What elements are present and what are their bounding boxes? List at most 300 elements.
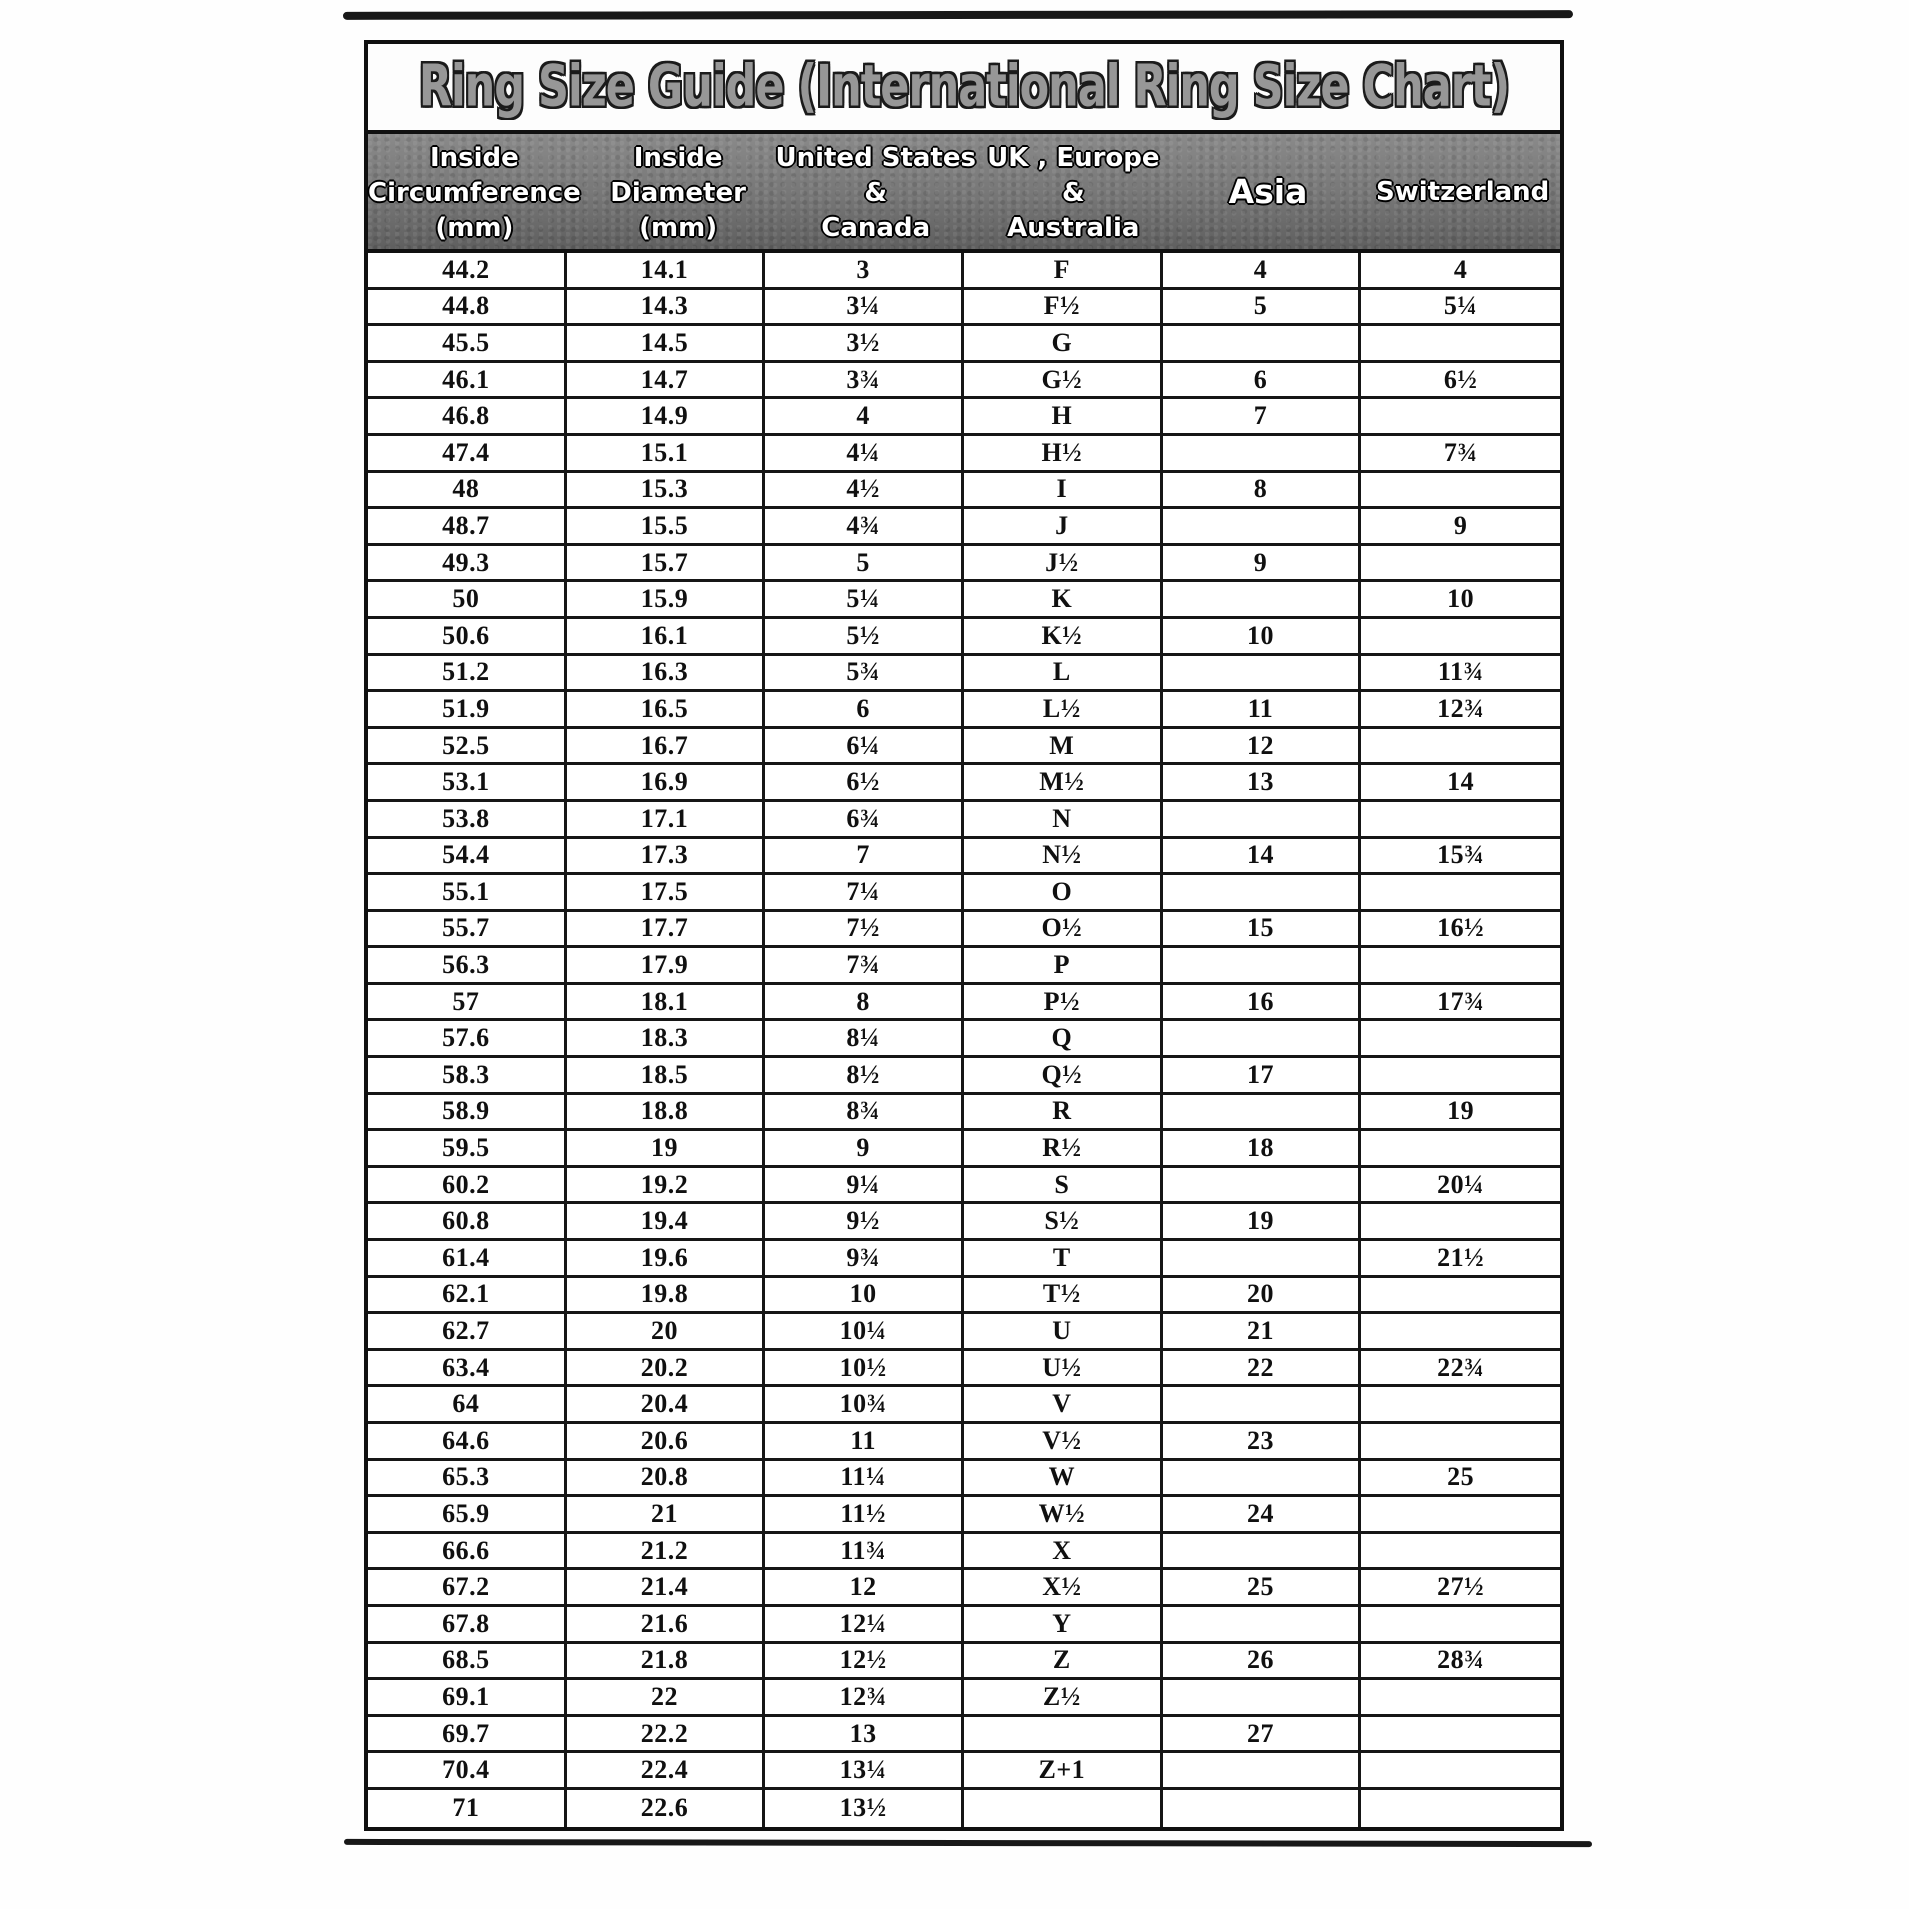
cell-inside-circumference: 44.8 (368, 290, 567, 324)
cell-inside-diameter: 17.3 (567, 839, 766, 873)
table-row (368, 1058, 1560, 1095)
cell-us-canada: 10 (765, 1278, 964, 1312)
cell-us-canada: 12¾ (765, 1680, 964, 1714)
title-band (368, 44, 1560, 134)
cell-us-canada: 4¾ (765, 509, 964, 543)
cell-inside-diameter: 18.3 (567, 1021, 766, 1055)
cell-asia (1163, 1461, 1362, 1495)
cell-asia (1163, 582, 1362, 616)
cell-switzerland: 17¾ (1437, 986, 1485, 1016)
cell-asia (1163, 875, 1362, 909)
cell-asia (1163, 1680, 1362, 1714)
cell-asia (1163, 436, 1362, 470)
cell-inside-diameter: 17.5 (567, 875, 766, 909)
cell-inside-diameter: 14.5 (567, 326, 766, 360)
cell-asia: 23 (1163, 1424, 1362, 1458)
cell-inside-diameter: 22.4 (567, 1753, 766, 1787)
table-row (368, 985, 1560, 1022)
cell-asia: 16 (1163, 985, 1362, 1019)
cell-inside-circumference: 67.2 (368, 1570, 567, 1604)
cell-asia: 7 (1163, 399, 1362, 433)
cell-inside-circumference: 55.7 (368, 912, 567, 946)
cell-inside-circumference: 52.5 (368, 729, 567, 763)
cell-switzerland (1361, 729, 1560, 763)
cell-uk-europe-australia: L (964, 656, 1163, 690)
cell-switzerland: 7¾ (1443, 437, 1478, 467)
bottom-divider-line (344, 1839, 1592, 1847)
cell-switzerland (1361, 326, 1560, 360)
column-header-uk-europe-australia: UK , Europe & Australia (987, 143, 1160, 243)
table-row (368, 509, 1560, 546)
table-row (368, 1168, 1560, 1205)
cell-uk-europe-australia: O (964, 875, 1163, 909)
cell-uk-europe-australia: Q (964, 1021, 1163, 1055)
cell-uk-europe-australia: S (964, 1168, 1163, 1202)
cell-switzerland (1361, 399, 1560, 433)
cell-uk-europe-australia: T (964, 1241, 1163, 1275)
cell-inside-circumference: 58.9 (368, 1095, 567, 1129)
cell-us-canada: 12 (765, 1570, 964, 1604)
cell-uk-europe-australia: W½ (964, 1497, 1163, 1531)
column-header-asia: Asia (1228, 171, 1308, 211)
cell-asia: 15 (1163, 912, 1362, 946)
cell-us-canada: 9 (765, 1131, 964, 1165)
cell-inside-diameter: 21.8 (567, 1644, 766, 1678)
cell-inside-circumference: 57 (368, 985, 567, 1019)
table-row (368, 399, 1560, 436)
cell-uk-europe-australia: J (964, 509, 1163, 543)
cell-us-canada: 10½ (765, 1351, 964, 1385)
cell-asia: 12 (1163, 729, 1362, 763)
cell-switzerland (1361, 1204, 1560, 1238)
cell-asia (1163, 1753, 1362, 1787)
table-row (368, 1717, 1560, 1754)
cell-inside-circumference: 55.1 (368, 875, 567, 909)
cell-us-canada: 13 (765, 1717, 964, 1751)
cell-us-canada: 3¼ (765, 290, 964, 324)
cell-us-canada: 11 (765, 1424, 964, 1458)
cell-inside-diameter: 19 (567, 1131, 766, 1165)
cell-asia (1163, 1021, 1362, 1055)
cell-inside-circumference: 44.2 (368, 253, 567, 287)
top-divider-line (343, 10, 1573, 20)
cell-inside-diameter: 21.2 (567, 1534, 766, 1568)
cell-inside-circumference: 68.5 (368, 1644, 567, 1678)
cell-inside-circumference: 46.8 (368, 399, 567, 433)
cell-inside-circumference: 54.4 (368, 839, 567, 873)
cell-us-canada: 5½ (765, 619, 964, 653)
table-row (368, 1497, 1560, 1534)
table-row (368, 802, 1560, 839)
table-row (368, 1534, 1560, 1571)
cell-inside-diameter: 16.5 (567, 692, 766, 726)
cell-us-canada: 8 (765, 985, 964, 1019)
cell-us-canada: 8½ (765, 1058, 964, 1092)
cell-inside-circumference: 67.8 (368, 1607, 567, 1641)
table-row (368, 619, 1560, 656)
table-row (368, 1387, 1560, 1424)
cell-us-canada: 12½ (765, 1644, 964, 1678)
cell-asia: 5 (1163, 290, 1362, 324)
cell-asia (1163, 326, 1362, 360)
cell-asia (1163, 802, 1362, 836)
cell-asia: 18 (1163, 1131, 1362, 1165)
cell-inside-diameter: 22.6 (567, 1790, 766, 1827)
cell-inside-circumference: 62.7 (368, 1314, 567, 1348)
cell-uk-europe-australia: K½ (964, 619, 1163, 653)
cell-inside-diameter: 17.7 (567, 912, 766, 946)
cell-switzerland (1361, 948, 1560, 982)
cell-us-canada: 3½ (765, 326, 964, 360)
cell-inside-circumference: 60.2 (368, 1168, 567, 1202)
cell-inside-circumference: 48.7 (368, 509, 567, 543)
cell-switzerland: 16½ (1437, 913, 1485, 943)
table-row (368, 765, 1560, 802)
cell-inside-diameter: 20 (567, 1314, 766, 1348)
cell-inside-circumference: 58.3 (368, 1058, 567, 1092)
table-row (368, 656, 1560, 693)
cell-inside-diameter: 19.2 (567, 1168, 766, 1202)
cell-us-canada: 9¼ (765, 1168, 964, 1202)
cell-asia (1163, 1790, 1362, 1827)
cell-asia: 13 (1163, 765, 1362, 799)
cell-asia (1163, 1387, 1362, 1421)
cell-inside-diameter: 14.1 (567, 253, 766, 287)
cell-uk-europe-australia: M (964, 729, 1163, 763)
cell-us-canada: 13¼ (765, 1753, 964, 1787)
cell-inside-circumference: 59.5 (368, 1131, 567, 1165)
cell-inside-diameter: 21.4 (567, 1570, 766, 1604)
cell-switzerland (1361, 619, 1560, 653)
cell-uk-europe-australia: H (964, 399, 1163, 433)
cell-uk-europe-australia: R (964, 1095, 1163, 1129)
table-row (368, 1314, 1560, 1351)
cell-inside-diameter: 22.2 (567, 1717, 766, 1751)
table-row (368, 948, 1560, 985)
table-row (368, 1095, 1560, 1132)
cell-inside-circumference: 65.9 (368, 1497, 567, 1531)
cell-uk-europe-australia: Z½ (964, 1680, 1163, 1714)
cell-uk-europe-australia: V (964, 1387, 1163, 1421)
table-row (368, 912, 1560, 949)
cell-us-canada: 10¾ (765, 1387, 964, 1421)
cell-inside-diameter: 14.3 (567, 290, 766, 324)
cell-asia: 19 (1163, 1204, 1362, 1238)
cell-inside-circumference: 56.3 (368, 948, 567, 982)
cell-switzerland (1361, 473, 1560, 507)
cell-switzerland: 11¾ (1437, 657, 1484, 687)
cell-inside-diameter: 18.5 (567, 1058, 766, 1092)
table-row (368, 1351, 1560, 1388)
cell-us-canada: 8¼ (765, 1021, 964, 1055)
cell-asia: 17 (1163, 1058, 1362, 1092)
cell-uk-europe-australia: P½ (964, 985, 1163, 1019)
cell-us-canada: 7¼ (765, 875, 964, 909)
cell-inside-diameter: 20.6 (567, 1424, 766, 1458)
cell-uk-europe-australia: Q½ (964, 1058, 1163, 1092)
cell-uk-europe-australia: I (964, 473, 1163, 507)
cell-asia: 8 (1163, 473, 1362, 507)
cell-asia (1163, 1241, 1362, 1275)
cell-switzerland: 6½ (1443, 364, 1478, 394)
table-row (368, 729, 1560, 766)
table-row (368, 1278, 1560, 1315)
cell-us-canada: 6¼ (765, 729, 964, 763)
cell-us-canada: 7¾ (765, 948, 964, 982)
cell-inside-circumference: 61.4 (368, 1241, 567, 1275)
table-row (368, 875, 1560, 912)
cell-us-canada: 9½ (765, 1204, 964, 1238)
cell-inside-diameter: 15.7 (567, 546, 766, 580)
cell-asia (1163, 509, 1362, 543)
cell-inside-circumference: 70.4 (368, 1753, 567, 1787)
cell-us-canada: 4¼ (765, 436, 964, 470)
cell-inside-diameter: 22 (567, 1680, 766, 1714)
table-row (368, 1570, 1560, 1607)
cell-inside-diameter: 16.1 (567, 619, 766, 653)
cell-uk-europe-australia: Z (964, 1644, 1163, 1678)
cell-us-canada: 5¼ (765, 582, 964, 616)
cell-uk-europe-australia: K (964, 582, 1163, 616)
cell-switzerland (1361, 1314, 1560, 1348)
cell-inside-circumference: 60.8 (368, 1204, 567, 1238)
cell-inside-diameter: 15.9 (567, 582, 766, 616)
table-row (368, 1644, 1560, 1681)
table-row (368, 839, 1560, 876)
cell-switzerland (1361, 1497, 1560, 1531)
cell-switzerland (1361, 1424, 1560, 1458)
cell-inside-circumference: 48 (368, 473, 567, 507)
cell-asia (1163, 1534, 1362, 1568)
cell-inside-circumference: 50.6 (368, 619, 567, 653)
table-row (368, 1204, 1560, 1241)
cell-us-canada: 10¼ (765, 1314, 964, 1348)
cell-inside-diameter: 17.9 (567, 948, 766, 982)
cell-uk-europe-australia: R½ (964, 1131, 1163, 1165)
cell-inside-diameter: 14.9 (567, 399, 766, 433)
cell-switzerland: 10 (1447, 584, 1475, 614)
cell-us-canada: 6¾ (765, 802, 964, 836)
cell-inside-diameter: 16.3 (567, 656, 766, 690)
table-row (368, 1241, 1560, 1278)
cell-uk-europe-australia: O½ (964, 912, 1163, 946)
column-header-inside-diameter: Inside Diameter (mm) (610, 143, 746, 243)
cell-uk-europe-australia: Z+1 (964, 1753, 1163, 1787)
cell-inside-diameter: 21.6 (567, 1607, 766, 1641)
cell-switzerland: 9 (1453, 510, 1468, 540)
cell-switzerland (1361, 1790, 1560, 1827)
cell-inside-circumference: 57.6 (368, 1021, 567, 1055)
table-row (368, 546, 1560, 583)
cell-uk-europe-australia: L½ (964, 692, 1163, 726)
cell-switzerland (1361, 875, 1560, 909)
table-row (368, 436, 1560, 473)
cell-switzerland (1361, 1058, 1560, 1092)
cell-us-canada: 7½ (765, 912, 964, 946)
cell-inside-circumference: 69.7 (368, 1717, 567, 1751)
cell-uk-europe-australia: S½ (964, 1204, 1163, 1238)
table-row (368, 1131, 1560, 1168)
cell-uk-europe-australia: M½ (964, 765, 1163, 799)
table-row (368, 1424, 1560, 1461)
cell-us-canada: 11¼ (765, 1461, 964, 1495)
cell-uk-europe-australia: G (964, 326, 1163, 360)
cell-uk-europe-australia (964, 1790, 1163, 1827)
cell-asia: 9 (1163, 546, 1362, 580)
cell-switzerland (1361, 802, 1560, 836)
cell-uk-europe-australia: V½ (964, 1424, 1163, 1458)
cell-inside-diameter: 16.7 (567, 729, 766, 763)
cell-switzerland: 5¼ (1443, 291, 1478, 321)
cell-uk-europe-australia: P (964, 948, 1163, 982)
cell-inside-diameter: 19.4 (567, 1204, 766, 1238)
cell-inside-diameter: 15.1 (567, 436, 766, 470)
cell-switzerland (1361, 1131, 1560, 1165)
cell-us-canada: 7 (765, 839, 964, 873)
cell-uk-europe-australia: W (964, 1461, 1163, 1495)
cell-us-canada: 6 (765, 692, 964, 726)
cell-switzerland: 19 (1447, 1096, 1475, 1126)
table-body (368, 253, 1560, 1827)
ring-size-table (364, 40, 1564, 1831)
cell-uk-europe-australia: U½ (964, 1351, 1163, 1385)
table-row (368, 1790, 1560, 1827)
table-row (368, 326, 1560, 363)
cell-switzerland (1361, 1534, 1560, 1568)
cell-inside-circumference: 63.4 (368, 1351, 567, 1385)
table-row (368, 1607, 1560, 1644)
cell-switzerland: 15¾ (1437, 840, 1485, 870)
cell-us-canada: 11¾ (765, 1534, 964, 1568)
cell-inside-diameter: 20.4 (567, 1387, 766, 1421)
column-header-inside-circumference: Inside Circumference (mm) (368, 143, 581, 243)
cell-switzerland (1361, 1717, 1560, 1751)
cell-us-canada: 6½ (765, 765, 964, 799)
cell-asia: 4 (1163, 253, 1362, 287)
cell-inside-circumference: 62.1 (368, 1278, 567, 1312)
cell-us-canada: 4½ (765, 473, 964, 507)
cell-uk-europe-australia (964, 1717, 1163, 1751)
cell-us-canada: 5¾ (765, 656, 964, 690)
cell-uk-europe-australia: U (964, 1314, 1163, 1348)
cell-inside-circumference: 64 (368, 1387, 567, 1421)
cell-inside-diameter: 20.8 (567, 1461, 766, 1495)
table-row (368, 1021, 1560, 1058)
table-row (368, 1680, 1560, 1717)
cell-inside-circumference: 50 (368, 582, 567, 616)
table-header-row (368, 134, 1560, 253)
cell-inside-diameter: 19.8 (567, 1278, 766, 1312)
cell-uk-europe-australia: G½ (964, 363, 1163, 397)
cell-inside-diameter: 14.7 (567, 363, 766, 397)
cell-uk-europe-australia: N½ (964, 839, 1163, 873)
cell-inside-circumference: 71 (368, 1790, 567, 1827)
cell-us-canada: 9¾ (765, 1241, 964, 1275)
cell-inside-circumference: 49.3 (368, 546, 567, 580)
cell-inside-diameter: 15.3 (567, 473, 766, 507)
cell-switzerland: 20¼ (1437, 1169, 1485, 1199)
cell-uk-europe-australia: T½ (964, 1278, 1163, 1312)
table-row (368, 692, 1560, 729)
cell-inside-diameter: 20.2 (567, 1351, 766, 1385)
cell-us-canada: 11½ (765, 1497, 964, 1531)
cell-switzerland: 4 (1453, 254, 1468, 284)
cell-switzerland: 14 (1447, 767, 1475, 797)
cell-switzerland (1361, 1680, 1560, 1714)
cell-inside-circumference: 47.4 (368, 436, 567, 470)
table-row (368, 473, 1560, 510)
table-row (368, 253, 1560, 290)
table-row (368, 582, 1560, 619)
column-header-us-canada: United States & Canada (775, 143, 976, 243)
cell-inside-circumference: 66.6 (368, 1534, 567, 1568)
cell-inside-circumference: 45.5 (368, 326, 567, 360)
cell-inside-circumference: 53.8 (368, 802, 567, 836)
cell-inside-diameter: 19.6 (567, 1241, 766, 1275)
table-row (368, 363, 1560, 400)
cell-inside-diameter: 17.1 (567, 802, 766, 836)
cell-switzerland: 25 (1447, 1462, 1475, 1492)
column-header-switzerland: Switzerland (1376, 176, 1550, 207)
cell-asia: 25 (1163, 1570, 1362, 1604)
cell-asia: 22 (1163, 1351, 1362, 1385)
cell-asia (1163, 1095, 1362, 1129)
cell-inside-circumference: 64.6 (368, 1424, 567, 1458)
table-row (368, 1753, 1560, 1790)
cell-switzerland (1361, 1387, 1560, 1421)
cell-asia (1163, 1168, 1362, 1202)
cell-inside-diameter: 16.9 (567, 765, 766, 799)
cell-uk-europe-australia: F½ (964, 290, 1163, 324)
cell-us-canada: 3 (765, 253, 964, 287)
cell-inside-diameter: 15.5 (567, 509, 766, 543)
cell-switzerland (1361, 1021, 1560, 1055)
cell-switzerland (1361, 546, 1560, 580)
cell-inside-circumference: 65.3 (368, 1461, 567, 1495)
cell-us-canada: 3¾ (765, 363, 964, 397)
cell-asia: 10 (1163, 619, 1362, 653)
cell-uk-europe-australia: F (964, 253, 1163, 287)
cell-asia: 26 (1163, 1644, 1362, 1678)
cell-switzerland (1361, 1278, 1560, 1312)
cell-inside-circumference: 51.9 (368, 692, 567, 726)
cell-inside-circumference: 69.1 (368, 1680, 567, 1714)
cell-asia: 6 (1163, 363, 1362, 397)
cell-switzerland: 21½ (1437, 1242, 1485, 1272)
cell-us-canada: 12¼ (765, 1607, 964, 1641)
cell-switzerland (1361, 1753, 1560, 1787)
cell-asia: 21 (1163, 1314, 1362, 1348)
cell-switzerland (1361, 1607, 1560, 1641)
cell-switzerland: 12¾ (1437, 693, 1485, 723)
cell-uk-europe-australia: Y (964, 1607, 1163, 1641)
cell-switzerland: 22¾ (1437, 1352, 1485, 1382)
cell-uk-europe-australia: J½ (964, 546, 1163, 580)
cell-uk-europe-australia: X (964, 1534, 1163, 1568)
cell-inside-circumference: 46.1 (368, 363, 567, 397)
cell-uk-europe-australia: H½ (964, 436, 1163, 470)
cell-switzerland: 27½ (1437, 1572, 1485, 1602)
cell-asia: 27 (1163, 1717, 1362, 1751)
cell-uk-europe-australia: N (964, 802, 1163, 836)
cell-asia: 14 (1163, 839, 1362, 873)
table-row (368, 290, 1560, 327)
cell-us-canada: 5 (765, 546, 964, 580)
cell-switzerland: 28¾ (1437, 1645, 1485, 1675)
cell-inside-diameter: 18.8 (567, 1095, 766, 1129)
cell-inside-circumference: 53.1 (368, 765, 567, 799)
cell-asia (1163, 948, 1362, 982)
